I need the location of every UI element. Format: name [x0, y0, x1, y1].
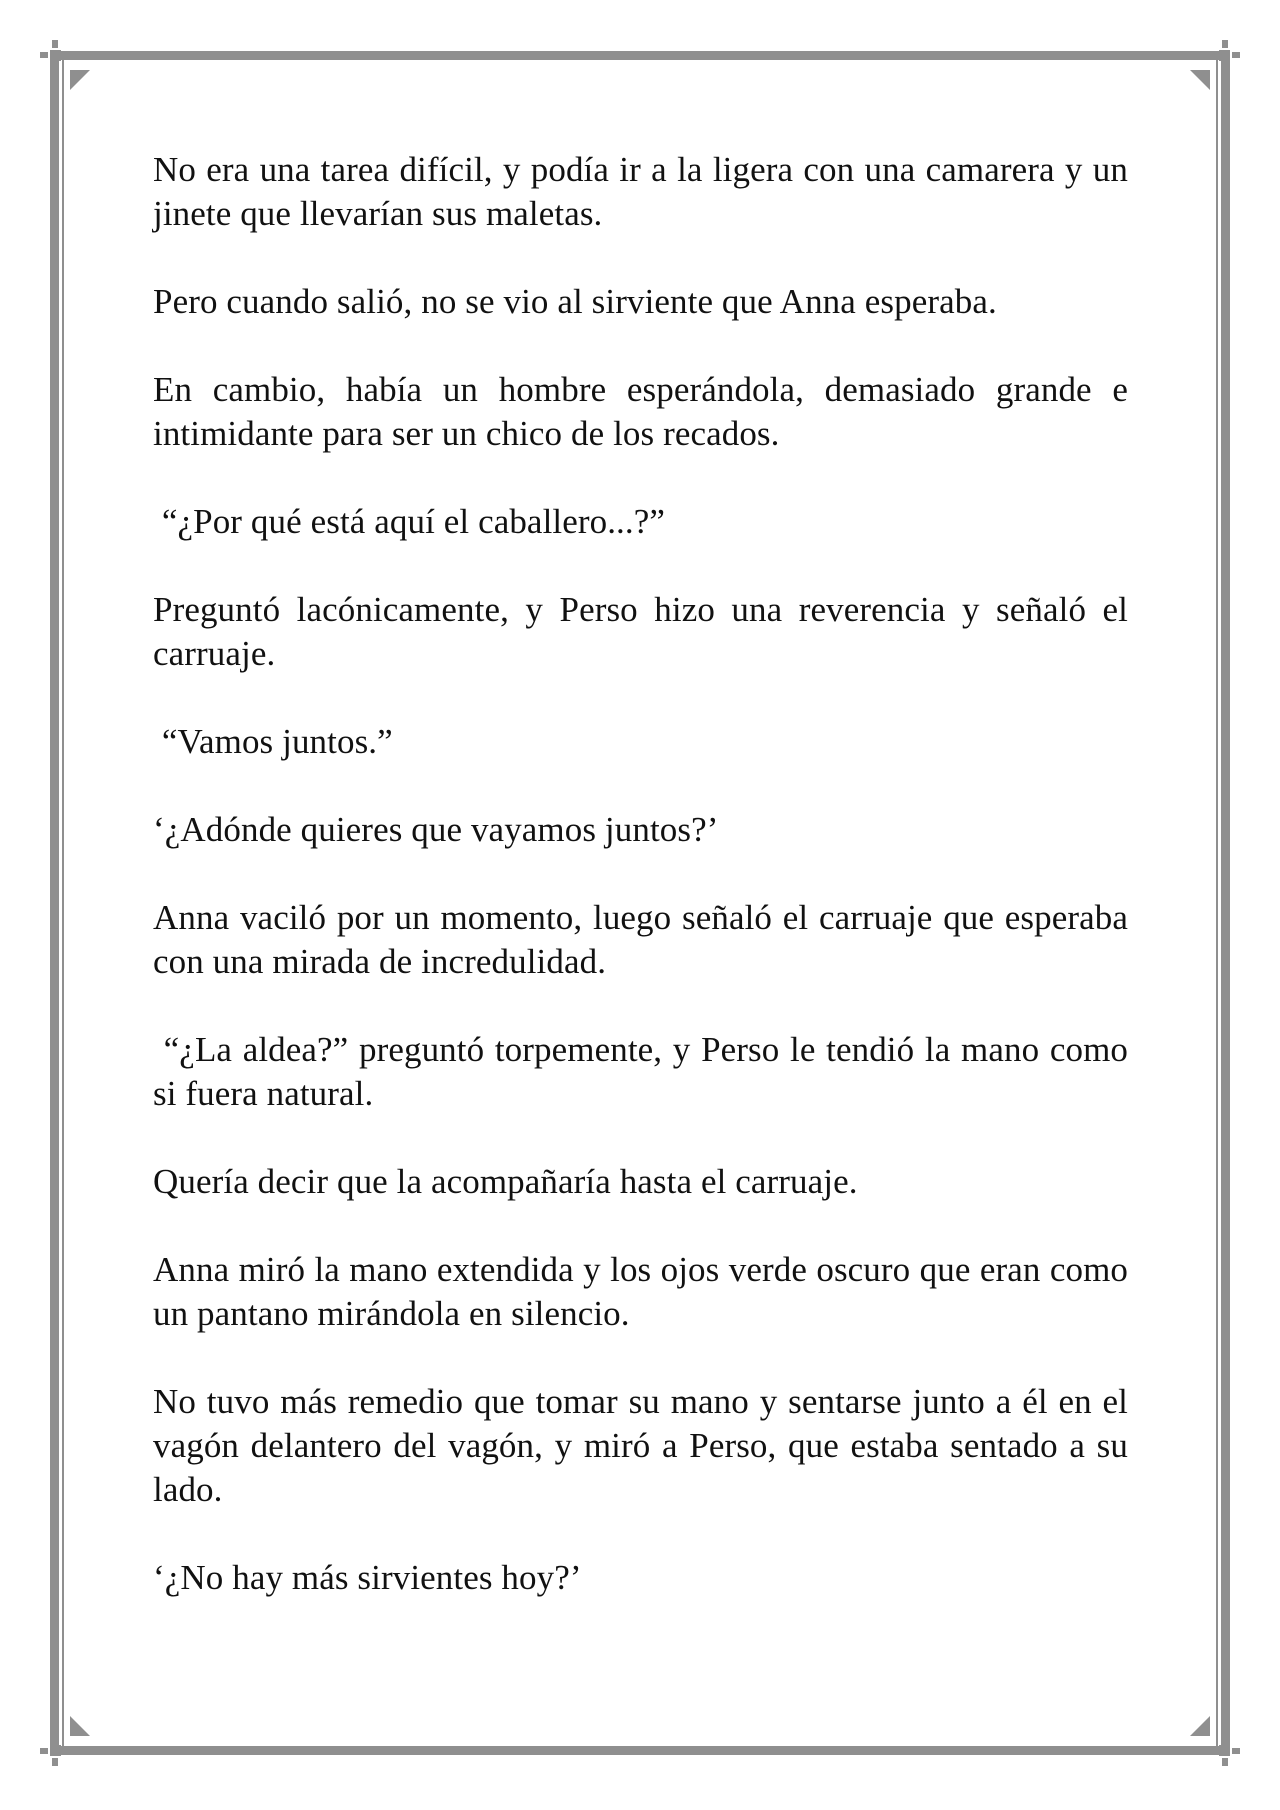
corner-tick-top-right-h [1232, 52, 1240, 58]
corner-tick-top-left-v [52, 40, 58, 48]
corner-tick-bottom-right-h [1232, 1748, 1240, 1754]
thought-paragraph: ‘¿Adónde quieres que vayamos juntos?’ [153, 810, 719, 849]
paragraph: Quería decir que la acompañaría hasta el carruaje. [153, 1162, 858, 1201]
corner-triangle-top-left [70, 70, 90, 90]
corner-triangle-top-right [1190, 70, 1210, 90]
frame-right-inner-line [1216, 60, 1218, 1746]
dialogue-paragraph: “¿La aldea?” preguntó torpemente, y Perso le tendió la mano como si fuera natural. [153, 1030, 1137, 1113]
corner-triangle-bottom-left [70, 1716, 90, 1736]
frame-left-inner-line [62, 60, 64, 1746]
thought-paragraph: ‘¿No hay más sirvientes hoy?’ [153, 1558, 582, 1597]
corner-tick-bottom-left-v [52, 1758, 58, 1766]
corner-tick-top-left-h [40, 52, 48, 58]
paragraph: No tuvo más remedio que tomar su mano y sentarse junto a él en el vagón delantero del vagón, y miró a Perso, que estaba sentado a su lado. [153, 1382, 1128, 1509]
frame-left-bar [50, 60, 59, 1746]
corner-square-bottom-left [50, 1745, 61, 1756]
page-text [153, 148, 1137, 1600]
corner-square-top-right [1219, 50, 1230, 61]
dialogue-paragraph: “Vamos juntos.” [153, 722, 393, 761]
corner-square-top-left [50, 50, 61, 61]
frame-bottom-bar [58, 1746, 1228, 1755]
paragraph: Anna miró la mano extendida y los ojos verde oscuro que eran como un pantano mirándola en silencio. [153, 1250, 1128, 1333]
frame-right-bar [1221, 60, 1230, 1746]
corner-triangle-bottom-right [1190, 1716, 1210, 1736]
paragraph: Preguntó lacónicamente, y Perso hizo una reverencia y señaló el carruaje. [153, 590, 1128, 673]
corner-tick-bottom-right-v [1222, 1758, 1228, 1766]
paragraph: En cambio, había un hombre esperándola, demasiado grande e intimidante para ser un chico de los recados. [153, 370, 1128, 453]
corner-tick-top-right-v [1222, 40, 1228, 48]
paragraph: Pero cuando salió, no se vio al sirviente que Anna esperaba. [153, 282, 997, 321]
corner-square-bottom-right [1219, 1745, 1230, 1756]
dialogue-paragraph: “¿Por qué está aquí el caballero...?” [153, 502, 666, 541]
frame-top-bar [58, 51, 1228, 60]
corner-tick-bottom-left-h [40, 1748, 48, 1754]
paragraph: No era una tarea difícil, y podía ir a la ligera con una camarera y un jinete que llevarían sus maletas. [153, 150, 1128, 233]
paragraph: Anna vaciló por un momento, luego señaló el carruaje que esperaba con una mirada de incredulidad. [153, 898, 1128, 981]
